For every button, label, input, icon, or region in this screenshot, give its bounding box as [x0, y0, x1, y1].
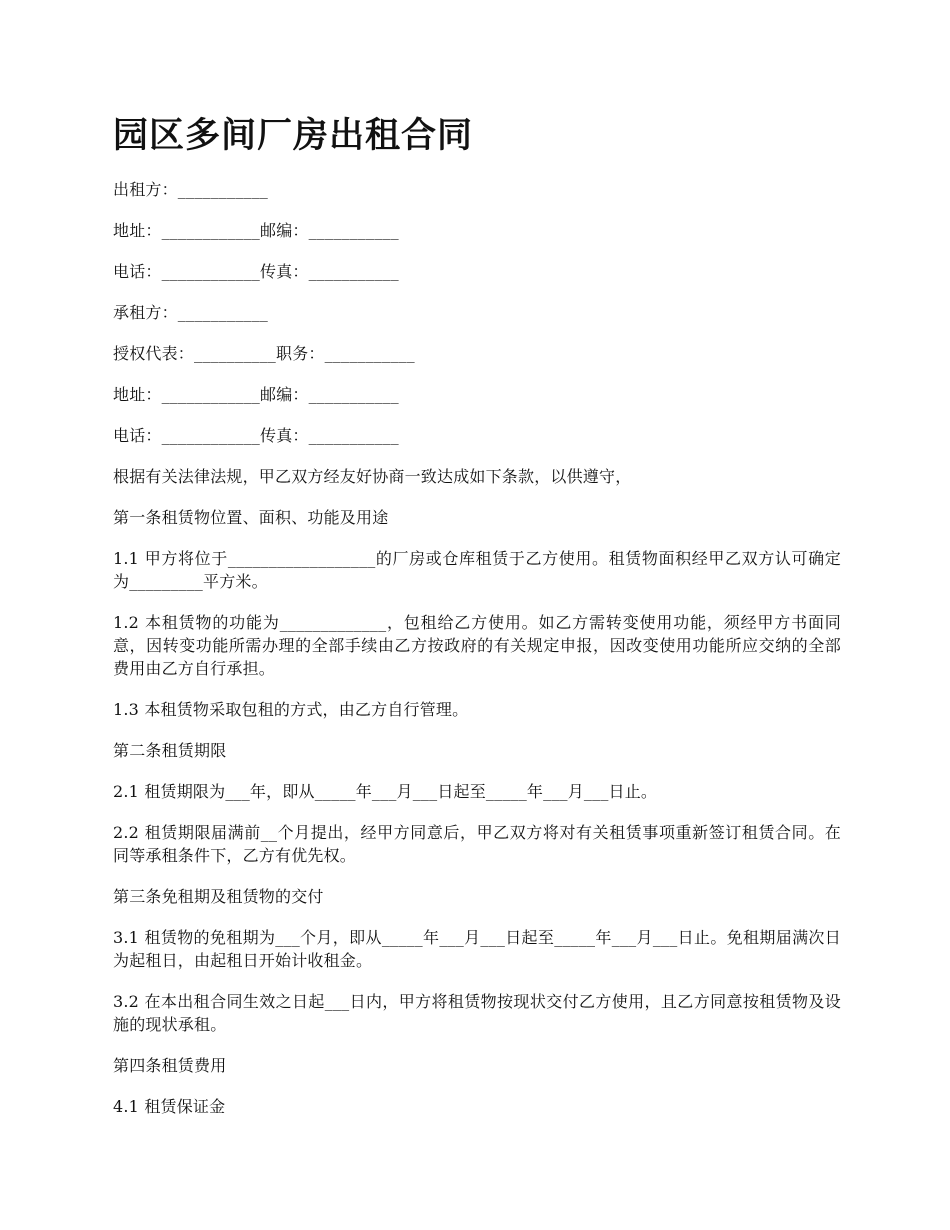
clause-3-2: 3.2 在本出租合同生效之日起___日内，甲方将租赁物按现状交付乙方使用，且乙方同意按租赁物及设施的现状承租。: [113, 992, 841, 1034]
lessee-address-line: 地址：____________邮编：___________: [113, 385, 399, 404]
lessee-line: 承租方：___________: [113, 303, 269, 322]
clause-1-1: 1.1 甲方将位于__________________的厂房或仓库租赁于乙方使用。租赁物面积经甲乙双方认可确定为_________平方米。: [113, 549, 841, 591]
article-1-heading: 第一条租赁物位置、面积、功能及用途: [113, 508, 389, 527]
article-2-heading: 第二条租赁期限: [113, 741, 227, 760]
document-title: 园区多间厂房出租合同: [113, 116, 474, 156]
lessor-line: 出租方：___________: [113, 180, 269, 199]
clause-3-1: 3.1 租赁物的免租期为___个月，即从_____年___月___日起至_____年___月___日止。免租期届满次日为起租日，由起租日开始计收租金。: [113, 928, 841, 970]
article-3-heading: 第三条免租期及租赁物的交付: [113, 887, 324, 906]
preamble: 根据有关法律法规，甲乙双方经友好协商一致达成如下条款，以供遵守，: [113, 467, 632, 486]
document-page: [113, 112, 841, 1136]
clause-4-1: 4.1 租赁保证金: [113, 1097, 226, 1116]
lessor-phone-line: 电话：____________传真：___________: [113, 262, 399, 281]
lessee-phone-line: 电话：____________传真：___________: [113, 426, 399, 445]
representative-line: 授权代表：__________职务：___________: [113, 344, 415, 363]
clause-2-1: 2.1 租赁期限为___年，即从_____年___月___日起至_____年___月___日止。: [113, 782, 658, 801]
article-4-heading: 第四条租赁费用: [113, 1056, 227, 1075]
clause-1-2: 1.2 本租赁物的功能为_____________，包租给乙方使用。如乙方需转变使用功能，须经甲方书面同意，因转变功能所需办理的全部手续由乙方按政府的有关规定申报，因改变使用功能所应交纳的全部费用由乙方自行承担。: [113, 613, 841, 678]
lessor-address-line: 地址：____________邮编：___________: [113, 221, 399, 240]
clause-2-2: 2.2 租赁期限届满前__个月提出，经甲方同意后，甲乙双方将对有关租赁事项重新签订租赁合同。在同等承租条件下，乙方有优先权。: [113, 823, 841, 865]
clause-1-3: 1.3 本租赁物采取包租的方式，由乙方自行管理。: [113, 700, 469, 719]
